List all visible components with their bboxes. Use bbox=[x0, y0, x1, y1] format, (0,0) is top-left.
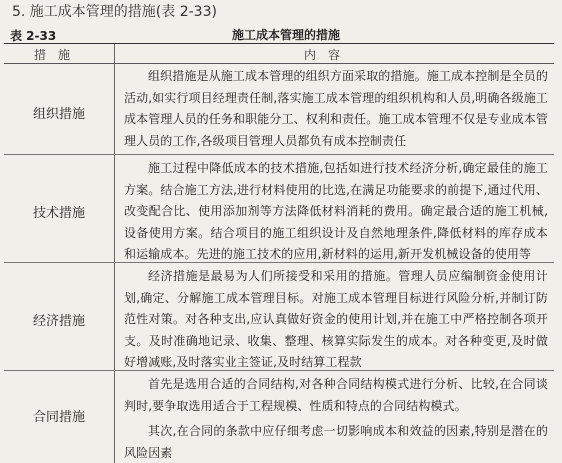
row-separator bbox=[4, 262, 554, 263]
row-measure: 经济措施 bbox=[32, 314, 85, 329]
row-content bbox=[124, 158, 548, 266]
row-content bbox=[124, 374, 548, 463]
row-paragraph: 组织措施是从施工成本管理的组织方面采取的措施。施工成本控制是全员的活动,如实行项目经理责任制,落实施工成本管理的组织机构和人员,明确各级施工成本管理人员的任务和职能分工、权利和责任。施工成本管理不仅是专业成本管理人员的工作,各级项目管理人员都负有成本控制责任 bbox=[124, 69, 548, 148]
row-content bbox=[124, 66, 548, 152]
row-measure: 组织措施 bbox=[32, 107, 85, 122]
row-paragraph: 其次,在合同的条款中应仔细考虑一切影响成本和效益的因素,特别是潜在的风险因素 bbox=[124, 424, 548, 460]
table-top-rule bbox=[4, 43, 554, 44]
header-content: 内 容 bbox=[304, 48, 341, 62]
table-label: 表 2-33 bbox=[10, 29, 57, 43]
section-heading: 5. 施工成本管理的措施(表 2-33) bbox=[12, 4, 217, 20]
table-header-rule bbox=[4, 63, 554, 64]
row-content bbox=[124, 266, 548, 374]
table-title: 施工成本管理的措施 bbox=[232, 28, 341, 42]
header-measure: 措 施 bbox=[34, 48, 71, 62]
row-measure: 技术措施 bbox=[32, 206, 85, 221]
row-paragraph: 施工过程中降低成本的技术措施,包括如进行技术经济分析,确定最佳的施工方案。结合施工方法,进行材料使用的比选,在满足功能要求的前提下,通过代用、改变配合比、使用添加剂等方法降低材料消耗的费用。确定最合适的施工机械,设备使用方案。结合项目的施工组织设计及自然地理条件,降低材料的库存成本和运输成本。先进的施工技术的应用,新材料的运用,新开发机械设备的使用等 bbox=[124, 161, 548, 261]
row-measure: 合同措施 bbox=[32, 410, 85, 425]
table-column-divider bbox=[114, 44, 115, 463]
row-paragraph: 首先是选用合适的合同结构,对各种合同结构模式进行分析、比较,在合同谈判时,要争取选用适合于工程规模、性质和特点的合同结构模式。 bbox=[124, 377, 548, 413]
row-paragraph: 经济措施是最易为人们所接受和采用的措施。管理人员应编制资金使用计划,确定、分解施工成本管理目标。对施工成本管理目标进行风险分析,并制订防范性对策。对各种支出,应认真做好资金的使用计划,并在施工中严格控制各项开支。及时准确地记录、收集、整理、核算实际发生的成本。对各种变更,及时做好增减账,及时落实业主签证,及时结算工程款 bbox=[124, 269, 548, 369]
row-separator bbox=[4, 154, 554, 155]
row-separator bbox=[4, 370, 554, 371]
